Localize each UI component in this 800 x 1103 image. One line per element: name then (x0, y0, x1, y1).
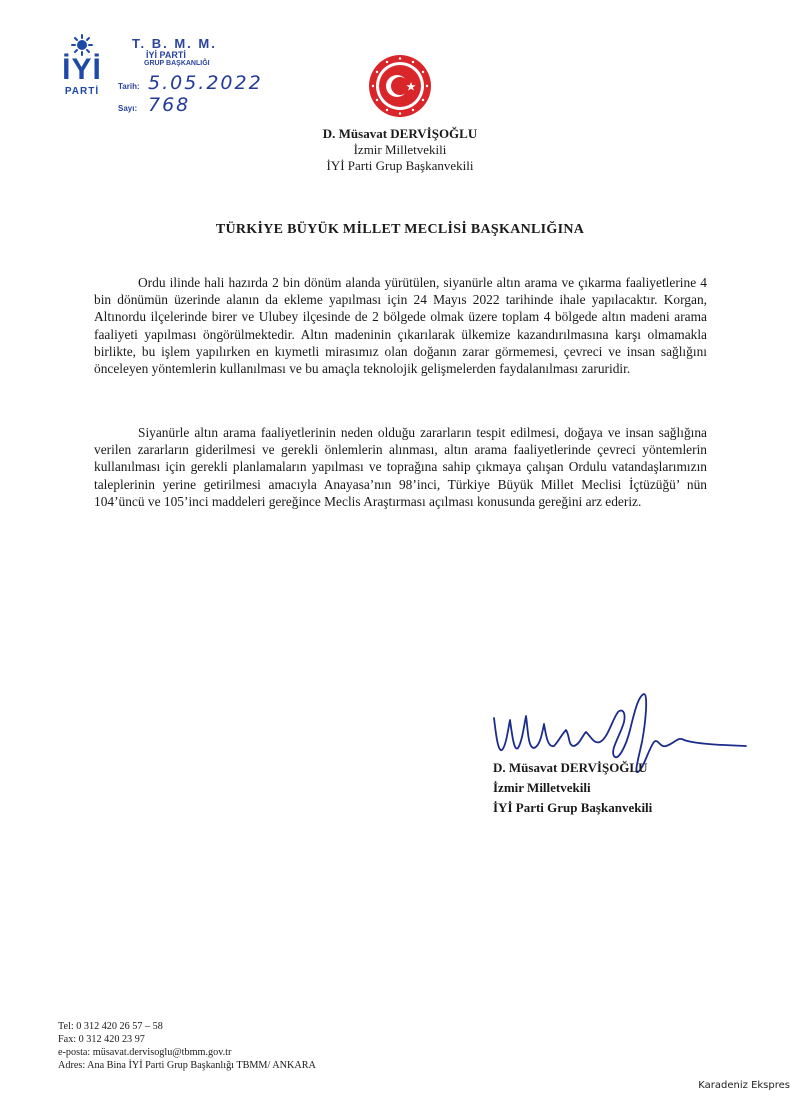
registry-stamp (118, 36, 298, 116)
signature-block (493, 758, 652, 818)
body-paragraph: Ordu ilinde hali hazırda 2 bin dönüm alanda yürütülen, siyanürle altın arama ve çıkarma faaliyetlerine 4 bin dönümün üzerinde alanın da ekleme yapılması için 24 Mayıs 2022 tarihinde ihale yapılacaktır. Korgan, Altınordu ilçelerinde birer ve Ulubey ilçesinde de 2 bölgede olmak üzere toplam 4 bölgede altın madeni arama faaliyeti yapılması öngörülmektedir. Altın madeninin çıkarılarak ülkemize kazandırılmasına karşı olmamakla birlikte, bu işlem yapılırken en kıymetli mirasımız olan doğanın zarar görmemesi, çevreci ve insan sağlığını önceleyen yöntemlerin kullanılması ve bu amaçla teknolojik gelişmelerden faydalanılması zaruridir. (94, 275, 707, 377)
logo-sub: PARTİ (64, 86, 100, 97)
footer-address: Adres: Ana Bina İYİ Parti Grup Başkanlığı TBMM/ ANKARA (58, 1060, 316, 1071)
logo-brand: İYİ (62, 53, 102, 86)
contact-footer (58, 1020, 316, 1072)
stamp-line2: İYİ PARTİ (146, 50, 186, 60)
body-paragraph: Siyanürle altın arama faaliyetlerinin neden olduğu zararların tespit edilmesi, doğaya ve insan sağlığına verilen zararların giderilmesi ve gerekli önlemlerin alınması, altın arama faaliyetlerinde çevreci yöntemlerin kullanılması için gerekli planlamaların yapılması ve toprağına sahip çıkmaya çalışan Ordulu vatandaşlarımızın taleplerinin yerine getirilmesi amacıyla Anayasa’nın 98’inci, Türkiye Büyük Millet Meclisi İçtüzüğü’ nün 104’üncü ve 105’inci maddeleri gereğince Meclis Araştırması açılması konusunda gereğini arz ederiz. (94, 425, 707, 509)
stamp-number-value: 768 (148, 94, 191, 116)
stamp-line1: T. B. M. M. (132, 36, 217, 51)
footer-tel: Tel: 0 312 420 26 57 – 58 (58, 1021, 163, 1032)
sender-name: D. Müsavat DERVİŞOĞLU (322, 126, 478, 141)
stamp-date-value: 5.05.2022 (148, 72, 263, 94)
sender-header (290, 126, 510, 174)
stamp-number-label: Sayı: (118, 104, 138, 113)
signatory-role2: İYİ Parti Grup Başkanvekili (493, 800, 653, 815)
document-title: TÜRKİYE BÜYÜK MİLLET MECLİSİ BAŞKANLIĞINA (215, 222, 585, 237)
signatory-role1: İzmir Milletvekili (493, 780, 591, 795)
stamp-line3: GRUP BAŞKANLIĞI (144, 60, 210, 67)
signatory-name: D. Müsavat DERVİŞOĞLU (493, 760, 648, 775)
source-watermark: Karadeniz Ekspres (698, 1080, 790, 1091)
sender-role2: İYİ Parti Grup Başkanvekili (326, 158, 474, 173)
party-logo (58, 34, 106, 97)
tbmm-emblem (367, 53, 433, 124)
stamp-date-label: Tarih: (118, 82, 140, 91)
footer-email: e-posta: müsavat.dervisoglu@tbmm.gov.tr (58, 1047, 232, 1058)
footer-fax: Fax: 0 312 420 23 97 (58, 1034, 145, 1045)
sender-role1: İzmir Milletvekili (353, 142, 447, 157)
